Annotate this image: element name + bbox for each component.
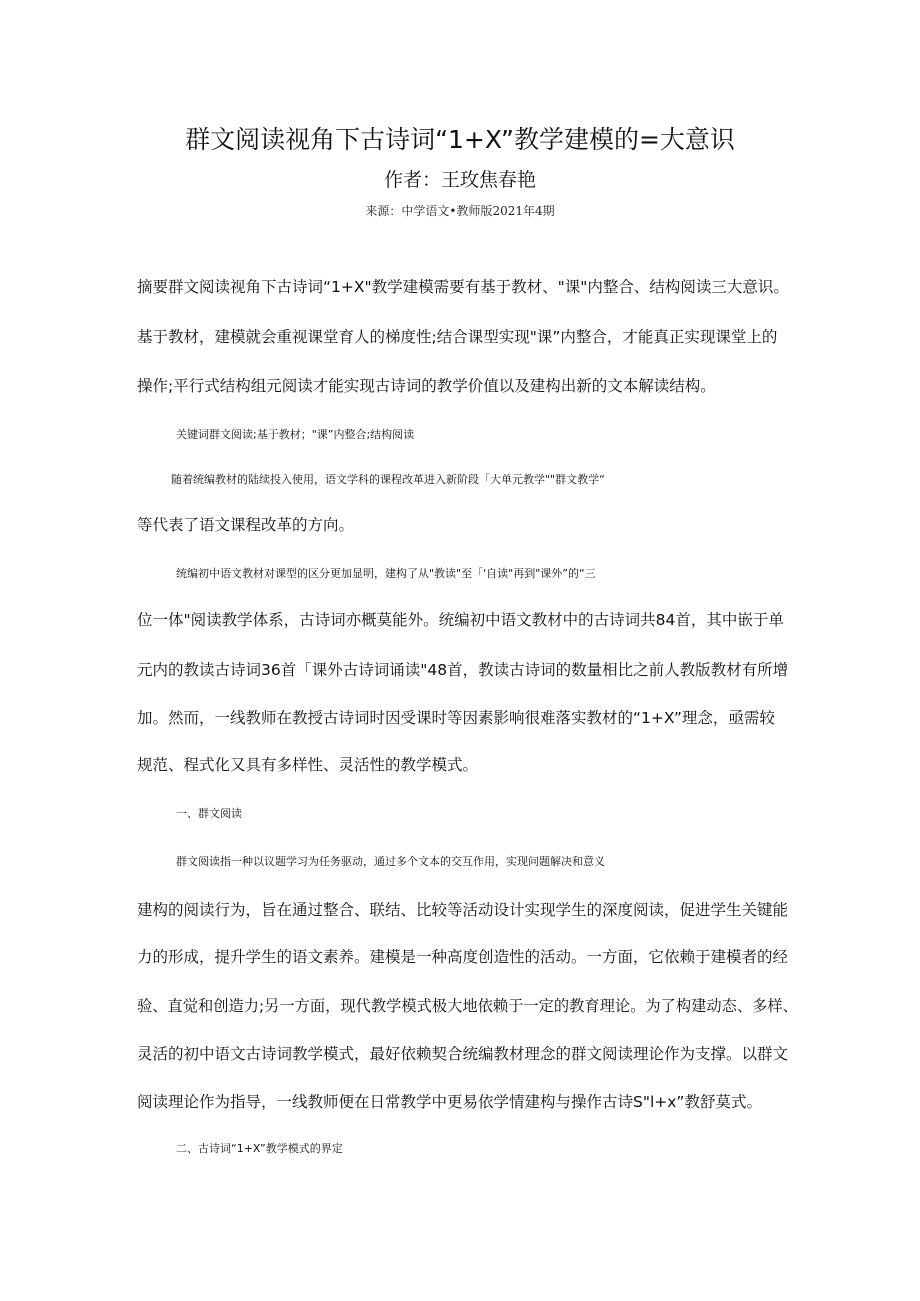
body-line: 统编初中语文教材对课型的区分更加显明，建构了从"教读"至「'自读"再到"课外”的“三: [176, 567, 596, 580]
body-line: 灵活的初中语文古诗词教学模式，最好依赖契合统编教材理念的群文阅读理论作为支撑。以群文: [137, 1045, 789, 1063]
article-author: 作者：王玫焦春艳: [383, 169, 536, 191]
body-line: 等代表了语文课程改革的方向。: [137, 516, 355, 534]
body-line: 阅读理论作为指导，一线教师便在日常教学中更易依学情建构与操作古诗S"l+x”教舒莫式。: [137, 1093, 762, 1111]
keywords-line: 关键词群文阅读;基于教材；"课”内整合;结构阅读: [176, 428, 415, 441]
body-line: 规范、程式化又具有多样性、灵活性的教学模式。: [137, 756, 479, 774]
abstract-line: 摘要群文阅读视角下古诗词“1+X"教学建模需要有基于教材、"课"内整合、结构阅读三大意识。: [137, 278, 789, 296]
body-line: 随着统编教材的陆续投入使用，语文学科的课程改革进入新阶段「大单元教学""群文教学“: [171, 473, 605, 486]
body-line: 验、直觉和创造力;另一方面，现代教学模式极大地依赖于一定的教育理论。为了构建动态、多样、: [137, 997, 798, 1015]
body-line: 位一体"阅读教学体系，古诗词亦概莫能外。统编初中语文教材中的古诗词共84首，其中嵌于单: [137, 611, 784, 629]
section-heading: 二、古诗词“1+X”教学模式的界定: [176, 1142, 343, 1155]
article-title: 群文阅读视角下古诗词“1+X”教学建模的=大意识: [185, 125, 735, 154]
body-line: 力的形成，提升学生的语文素养。建模是一种高度创造性的活动。一方面，它依赖于建模者的经: [137, 948, 789, 966]
article-source: 来源：中学语文•教师版2021年4期: [365, 204, 555, 218]
body-line: 加。然而，一线教师在教授古诗词时因受课时等因素影响很难落实教材的“1+X”理念，亟需较: [137, 709, 775, 727]
body-line: 元内的教读古诗词36首「课外古诗词诵读"48首，教读古诗词的数量相比之前人教版教材有所增: [137, 661, 789, 679]
section-heading: 一、群文阅读: [176, 807, 242, 820]
abstract-line: 基于教材，建模就会重视课堂育人的梯度性;结合课型实现"课”内整合，才能真正实现课堂上的: [137, 328, 778, 346]
abstract-line: 操作;平行式结构组元阅读才能实现古诗词的教学价值以及建构出新的文本解读结构。: [137, 377, 716, 395]
body-line: 群文阅读指一种以议题学习为任务驱动，通过多个文本的交互作用，实现问题解决和意义: [176, 855, 605, 868]
body-line: 建构的阅读行为，旨在通过整合、联结、比较等活动设计实现学生的深度阅读，促进学生关键能: [137, 901, 789, 919]
